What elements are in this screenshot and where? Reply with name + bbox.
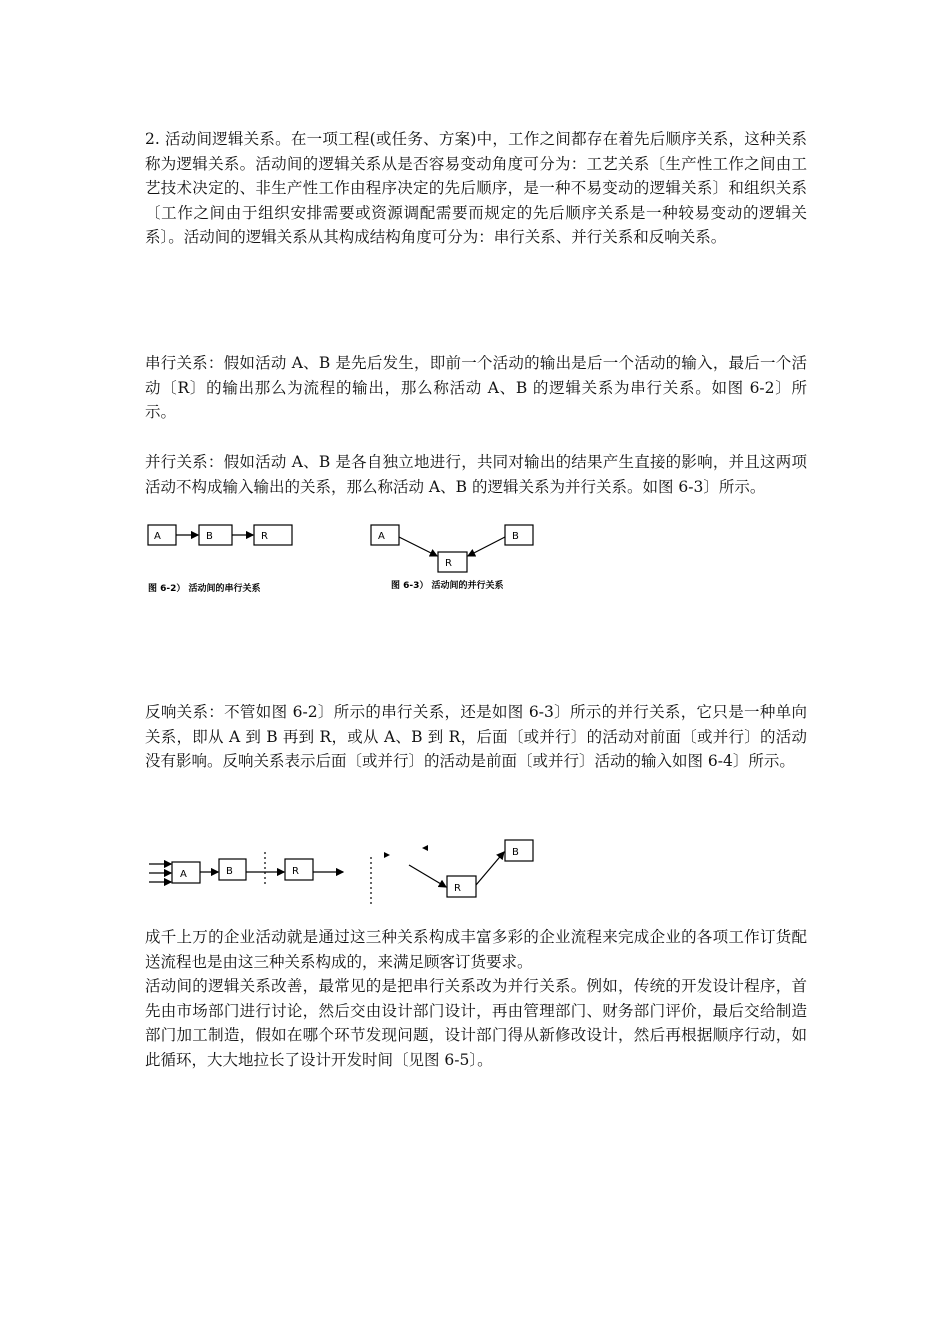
serial-node-b-label: B: [206, 531, 213, 542]
parallel-node-b-label: B: [512, 531, 519, 542]
paragraph-enterprise-activities: 成千上万的企业活动就是通过这三种关系构成丰富多彩的企业流程来完成企业的各项工作订货配送流程也是由这三种关系构成的，来满足顾客订货要求。: [145, 928, 807, 971]
serial-caption: 图 6-2） 活动间的串行关系: [148, 584, 261, 594]
parallel-node-r: [438, 552, 467, 572]
parallel-arrow-a-r: [399, 537, 437, 556]
parallel-node-a: [371, 525, 399, 545]
paragraph-logical-relations: 2. 活动间逻辑关系。在一项工程(或任务、方案)中，工作之间都存在着先后顺序关系，这种关系称为逻辑关系。活动间的逻辑关系从是否容易变动角度可分为：工艺关系〔生产性工作之间由工艺技术决定的、非生产性工作由程序决定的先后顺序，是一种不易变动的逻辑关系〕和组织关系〔工作之间由于组织安排需要或资源调配需要而规定的先后顺序关系是一种较易变动的逻辑关系〕。活动间的逻辑关系从其构成结构角度可分为：串行关系、并行关系和反响关系。: [145, 130, 807, 246]
parallel-arrow-b-r: [468, 537, 505, 556]
serial-node-b: [199, 525, 232, 545]
serial-node-a-label: A: [154, 531, 161, 542]
feedback-arrow-to-r: [409, 865, 446, 887]
feedback-marker-right-icon: [384, 852, 390, 858]
figure-feedback-parallel: [362, 835, 542, 910]
paragraph-feedback-relation: 反响关系：不管如图 6-2〕所示的串行关系，还是如图 6-3〕所示的并行关系，它只是一种单向关系，即从 A 到 B 再到 R，或从 A、B 到 R，后面〔或并行〕的活动对前面〔或并行〕的活动没有影响。反响关系表示后面〔或并行〕的活动是前面〔或并行〕活动的输入如图 6-4〕所示。: [145, 703, 807, 770]
serial-node-r-label: R: [261, 531, 268, 542]
feedback-node-a-label: A: [180, 869, 187, 880]
figure-serial-relation: [140, 515, 310, 600]
parallel-node-b: [505, 525, 533, 545]
feedback-marker-left-icon: [422, 845, 428, 851]
feedback-parallel-node-r-label: R: [454, 883, 461, 894]
feedback-arrow-r-b: [476, 852, 504, 885]
paragraph-serial-relation: 串行关系：假如活动 A、B 是先后发生，即前一个活动的输出是后一个活动的输入，最后一个活动〔R〕的输出那么为流程的输出，那么称活动 A、B 的逻辑关系为串行关系。如图 6-2〕所示。: [145, 354, 807, 421]
feedback-parallel-node-b-label: B: [512, 847, 519, 858]
parallel-node-r-label: R: [445, 558, 452, 569]
paragraph-parallel-relation: 并行关系：假如活动 A、B 是各自独立地进行，共同对输出的结果产生直接的影响，并且这两项活动不构成输入输出的关系，那么称活动 A、B 的逻辑关系为并行关系。如图 6-3〕所示。: [145, 453, 807, 496]
feedback-node-b-label: B: [226, 866, 233, 877]
paragraph-improvement: 活动间的逻辑关系改善，最常见的是把串行关系改为并行关系。例如，传统的开发设计程序，首先由市场部门进行讨论，然后交由设计部门设计，再由管理部门、财务部门评价，最后交给制造部门加工制造，假如在哪个环节发现问题，设计部门得从新修改设计，然后再根据顺序行动，如此循环，大大地拉长了设计开发时间〔见图 6-5〕。: [145, 977, 807, 1069]
feedback-parallel-node-r: [447, 876, 476, 897]
parallel-caption: 图 6-3） 活动间的并行关系: [391, 581, 504, 591]
feedback-node-r-label: R: [292, 866, 299, 877]
feedback-parallel-node-b: [505, 840, 533, 861]
figure-feedback-serial: [145, 848, 355, 898]
figure-parallel-relation: [365, 515, 545, 600]
serial-node-r: [254, 525, 292, 545]
serial-node-a: [148, 525, 176, 545]
feedback-node-r: [285, 859, 313, 880]
parallel-node-a-label: A: [378, 531, 385, 542]
